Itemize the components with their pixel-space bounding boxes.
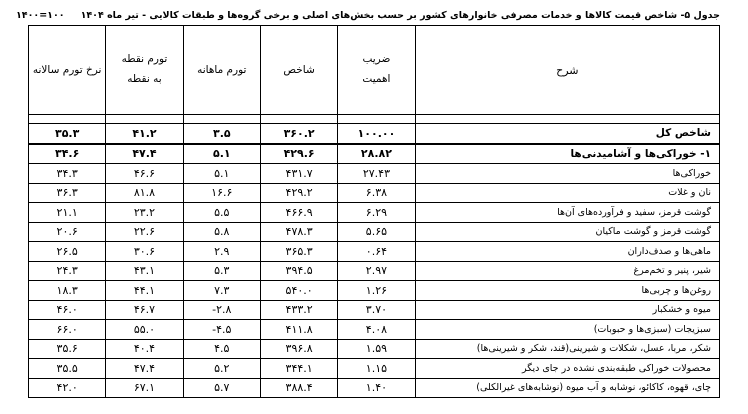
header-monthly: تورم ماهانه [183, 26, 260, 115]
cell-annual: ۲۰.۶ [29, 222, 106, 242]
cell-label: شکر، مربا، عسل، شکلات و شیرینی(قند، شکر و شیرینی‌ها) [415, 339, 719, 359]
cell-weight: ۱.۲۶ [338, 281, 415, 301]
cell-annual: ۲۱.۱ [29, 203, 106, 223]
header-row [29, 26, 720, 115]
cell-index: ۴۳۳.۲ [260, 300, 337, 320]
cell-weight: ۱.۴۰ [338, 378, 415, 398]
cell-label: گوشت قرمز، سفید و فرآورده‌های آن‌ها [415, 203, 719, 223]
cell-index: ۵۴۰.۰ [260, 281, 337, 301]
cell-weight: ۱.۵۹ [338, 339, 415, 359]
table-row [29, 281, 720, 301]
cell-annual: ۳۵.۶ [29, 339, 106, 359]
cell-weight: ۲.۹۷ [338, 261, 415, 281]
cell-label: محصولات خوراکی طبقه‌بندی نشده در جای دیگر [415, 359, 719, 379]
cell-point: ۴۶.۶ [106, 164, 183, 184]
cell-index: ۳۶۰.۲ [260, 124, 337, 144]
table-row [29, 124, 720, 144]
cell-annual: ۲۶.۵ [29, 242, 106, 262]
cell-label: شاخص کل [415, 124, 719, 144]
cell-index: ۳۶۵.۳ [260, 242, 337, 262]
cell-annual: ۳۴.۶ [29, 144, 106, 164]
cell-point: ۸۱.۸ [106, 183, 183, 203]
cell-monthly: ۴.۵- [183, 320, 260, 340]
cell-monthly: ۵.۲ [183, 359, 260, 379]
table-row [29, 183, 720, 203]
cell-annual: ۳۵.۳ [29, 124, 106, 144]
cell-monthly: ۴.۵ [183, 339, 260, 359]
table-row [29, 242, 720, 262]
cell-monthly: ۵.۸ [183, 222, 260, 242]
table-row [29, 378, 720, 398]
header-gap [29, 115, 720, 124]
cell-index: ۴۷۸.۳ [260, 222, 337, 242]
cell-monthly: ۵.۵ [183, 203, 260, 223]
table-row [29, 300, 720, 320]
header-description: شرح [415, 26, 719, 115]
cell-point: ۳۰.۶ [106, 242, 183, 262]
cell-annual: ۳۴.۳ [29, 164, 106, 184]
cell-index: ۳۹۶.۸ [260, 339, 337, 359]
table-row [29, 203, 720, 223]
cell-monthly: ۵.۳ [183, 261, 260, 281]
header-index: شاخص [260, 26, 337, 115]
cell-weight: ۱.۱۵ [338, 359, 415, 379]
table-title: جدول ۵- شاخص قیمت کالاها و خدمات مصرفی خانوارهای کشور بر حسب بخش‌های اصلی و برخی گروه‌ها و طبقات کالایی - تیر ماه ۱۴۰۴ [80, 10, 720, 21]
cell-weight: ۴.۰۸ [338, 320, 415, 340]
table-row [29, 359, 720, 379]
cell-point: ۴۳.۱ [106, 261, 183, 281]
cell-annual: ۴۲.۰ [29, 378, 106, 398]
inflation-table [28, 25, 720, 398]
cell-monthly: ۱۶.۶ [183, 183, 260, 203]
cell-index: ۳۹۴.۵ [260, 261, 337, 281]
cell-weight: ۳.۷۰ [338, 300, 415, 320]
cell-point: ۲۲.۶ [106, 222, 183, 242]
cell-label: ماهی‌ها و صدف‌داران [415, 242, 719, 262]
cell-point: ۴۷.۴ [106, 144, 183, 164]
base-year: ۱۴۰۰=۱۰۰ [16, 10, 65, 21]
cell-label: گوشت قرمز و گوشت ماکیان [415, 222, 719, 242]
cell-label: خوراکی‌ها [415, 164, 719, 184]
cell-point: ۴۴.۱ [106, 281, 183, 301]
cell-annual: ۱۸.۳ [29, 281, 106, 301]
cell-label: میوه و خشکبار [415, 300, 719, 320]
cell-point: ۴۱.۲ [106, 124, 183, 144]
cell-label: نان و غلات [415, 183, 719, 203]
cell-annual: ۴۶.۰ [29, 300, 106, 320]
cell-label: شیر، پنیر و تخم‌مرغ [415, 261, 719, 281]
table-row [29, 222, 720, 242]
header-weight: ضریب اهمیت [338, 26, 415, 115]
cell-weight: ۲۷.۴۳ [338, 164, 415, 184]
cell-index: ۴۲۹.۲ [260, 183, 337, 203]
cell-monthly: ۲.۹ [183, 242, 260, 262]
cell-monthly: ۵.۱ [183, 164, 260, 184]
cell-point: ۴۰.۴ [106, 339, 183, 359]
table-row [29, 339, 720, 359]
table-row [29, 144, 720, 164]
cell-monthly: ۳.۵ [183, 124, 260, 144]
cell-point: ۲۳.۲ [106, 203, 183, 223]
cell-annual: ۶۶.۰ [29, 320, 106, 340]
cell-point: ۴۷.۴ [106, 359, 183, 379]
cell-point: ۴۶.۷ [106, 300, 183, 320]
table-caption [8, 10, 720, 26]
table-row [29, 164, 720, 184]
cell-point: ۶۷.۱ [106, 378, 183, 398]
cell-monthly: ۲.۸- [183, 300, 260, 320]
cell-weight: ۱۰۰.۰۰ [338, 124, 415, 144]
cell-index: ۴۲۹.۶ [260, 144, 337, 164]
cell-annual: ۳۵.۵ [29, 359, 106, 379]
cell-weight: ۶.۲۹ [338, 203, 415, 223]
header-point: تورم نقطه به نقطه [106, 26, 183, 115]
cell-index: ۴۱۱.۸ [260, 320, 337, 340]
table-row [29, 320, 720, 340]
header-annual: نرخ تورم سالانه [29, 26, 106, 115]
cell-index: ۴۶۶.۹ [260, 203, 337, 223]
cell-weight: ۵.۶۵ [338, 222, 415, 242]
cell-weight: ۶.۳۸ [338, 183, 415, 203]
cell-weight: ۰.۶۴ [338, 242, 415, 262]
cell-weight: ۲۸.۸۲ [338, 144, 415, 164]
cell-monthly: ۷.۳ [183, 281, 260, 301]
cell-label: ۱- خوراکی‌ها و آشامیدنی‌ها [415, 144, 719, 164]
cell-monthly: ۵.۷ [183, 378, 260, 398]
cell-label: روغن‌ها و چربی‌ها [415, 281, 719, 301]
cell-annual: ۳۶.۳ [29, 183, 106, 203]
cell-label: چای، قهوه، کاکائو، نوشابه و آب میوه (نوشابه‌های غیرالکلی) [415, 378, 719, 398]
cell-annual: ۲۴.۳ [29, 261, 106, 281]
cell-index: ۳۸۸.۴ [260, 378, 337, 398]
table-row [29, 261, 720, 281]
cell-label: سبزیجات (سبزی‌ها و حبوبات) [415, 320, 719, 340]
cell-point: ۵۵.۰ [106, 320, 183, 340]
cell-index: ۴۳۱.۷ [260, 164, 337, 184]
cell-index: ۳۴۴.۱ [260, 359, 337, 379]
cell-monthly: ۵.۱ [183, 144, 260, 164]
